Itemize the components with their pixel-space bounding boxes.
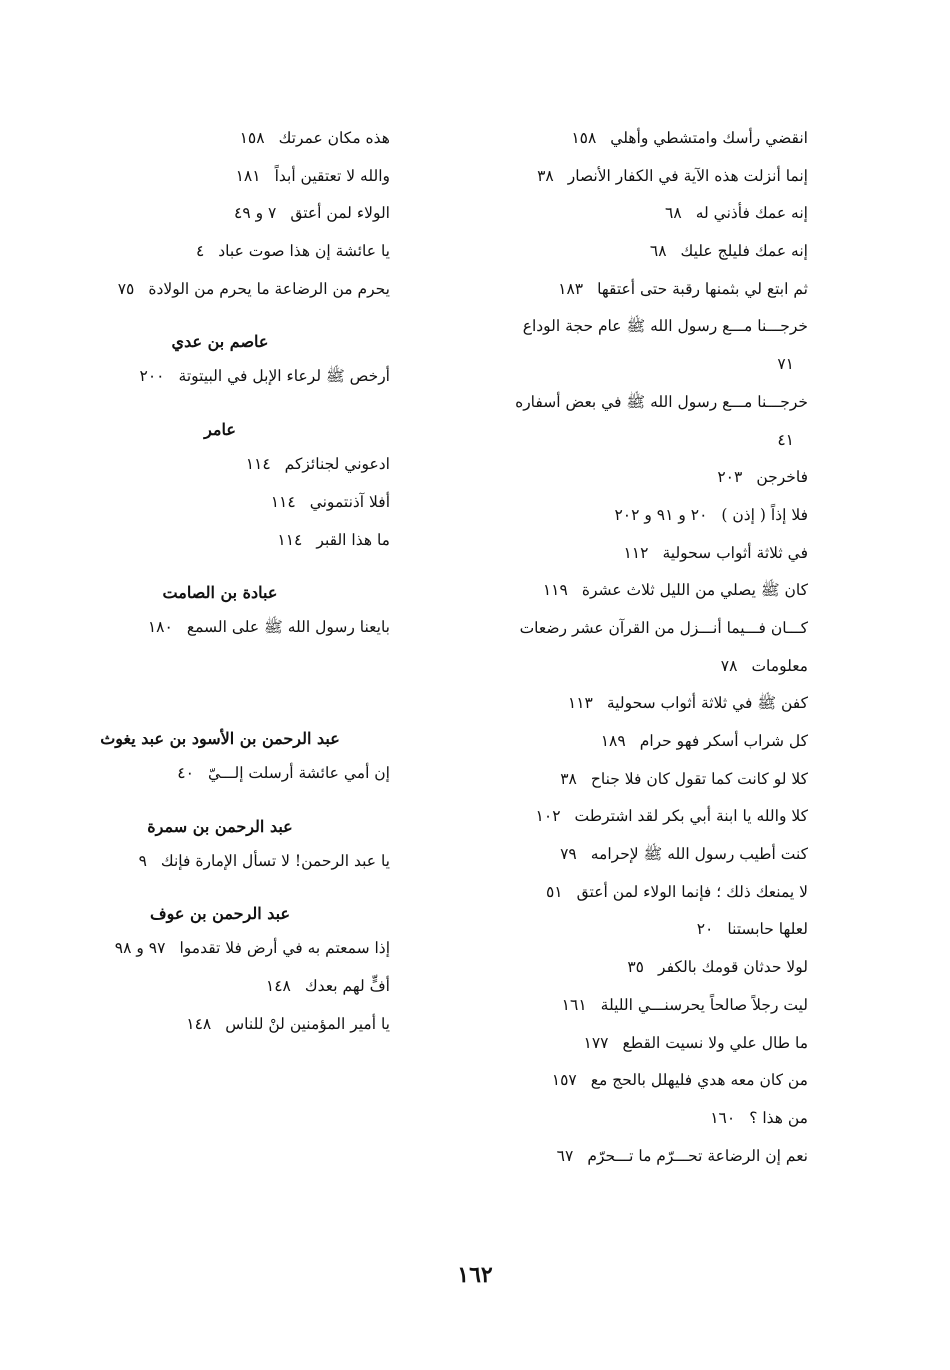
index-entry [468,354,808,392]
page-reference: ١١٤ [245,455,271,474]
index-entry [468,731,808,769]
narrator-heading: عبد الرحمن بن عوف [150,904,290,924]
page-reference: ٢٠٠ [139,367,165,386]
narrator-heading: عبادة بن الصامت [162,583,278,603]
hadith-phrase: يحرم من الرضاعة ما يحرم من الولادة [148,279,390,298]
index-entry [50,851,390,889]
page-reference: ٣٨ [537,166,554,185]
hadith-phrase: ليت رجلاً صالحاً يحرسنـــي الليلة [600,995,808,1014]
hadith-phrase: إنما أنزلت هذه الآية في الكفار الأنصار [567,166,808,185]
hadith-phrase: كفن ﷺ في ثلاثة أثواب سحولية [606,694,808,713]
page-reference: ٦٨ [649,242,667,261]
index-entry [50,241,390,279]
index-entry [50,938,390,976]
page-reference: ٥١ [545,882,563,901]
page-reference: ٧٥ [117,279,135,298]
hadith-phrase: إنه عمك فليلج عليك [680,242,808,261]
index-entry [50,976,390,1014]
hadith-phrase: معلومات [751,656,808,675]
page-reference: ١٨٩ [600,732,626,750]
index-entry [50,366,390,404]
index-entry [50,617,390,655]
index-entry [50,454,390,492]
hadith-phrase: من كان معه هدي فليهلل بالحج مع [590,1071,808,1090]
index-entry [50,279,390,317]
hadith-phrase: انقضي رأسك وامتشطي وأهلي [610,129,808,147]
index-entry [468,1070,808,1108]
index-entry [468,505,808,543]
hadith-phrase: ثم ابتع لي بثمنها رقبة حتى أعتقها [597,279,808,298]
page-reference: ٩٧ و ٩٨ [114,939,166,958]
hadith-phrase: نعم إن الرضاعة تحـــرّم ما تـــحرّم [587,1146,808,1165]
page-reference: ١٦١ [561,995,587,1014]
hadith-phrase: كل شراب أسكر فهو حرام [639,732,808,750]
index-entry [50,492,390,530]
page-reference: ١٠٢ [535,807,561,826]
index-entry [468,957,808,995]
index-entry [468,316,808,354]
page-reference: ١٤٨ [265,976,291,995]
hadith-phrase: إذا سمعتم به في أرض فلا تقدموا [179,939,390,958]
index-entry [50,203,390,241]
left-index-column [50,128,390,1051]
narrator-section [50,418,390,567]
hadith-phrase: الولاء لمن أعتق [290,204,390,223]
index-entry [468,279,808,317]
hadith-phrase: كـــان فـــيما أنـــزل من القرآن عشر رضعات [519,618,808,637]
index-entry [50,166,390,204]
page-reference: ١١٤ [277,530,303,549]
narrator-heading: عبد الرحمن بن سمرة [147,816,293,836]
index-entry [468,467,808,505]
hadith-phrase: ما هذا القبر [316,530,390,549]
index-entry [468,203,808,241]
page-reference: ١٨٠ [147,618,173,637]
index-entry [468,128,808,166]
narrator-section [50,727,390,801]
narrator-heading: عامر [204,420,236,440]
hadith-phrase: كان ﷺ يصلي من الليل ثلاث عشرة [581,581,808,600]
hadith-phrase: لا يمنعك ذلك ؛ فإنما الولاء لمن أعتق [576,882,808,901]
index-entry [468,656,808,694]
index-entry [468,693,808,731]
page-reference: ٢٠ [696,920,714,939]
narrator-heading: عبد الرحمن بن الأسود بن عبد يغوث [100,728,340,748]
hadith-phrase: بايعنا رسول الله ﷺ على السمع [186,618,390,637]
page-reference: ١١٣ [567,694,593,713]
page-reference: ٤١ [777,430,794,449]
index-entry [468,580,808,618]
page-reference: ١٨١ [235,166,261,185]
page-reference: ١٨٣ [558,279,584,298]
hadith-phrase: لولا حدثان قومك بالكفر [658,958,808,977]
index-entry [50,128,390,166]
narrator-section [50,902,390,1051]
page-reference: ٤ [195,242,205,261]
index-entry [468,919,808,957]
index-entry [468,241,808,279]
index-entry [468,430,808,468]
page-reference: ٣٨ [560,769,577,788]
index-entry [468,166,808,204]
hadith-phrase: إنه عمك فأذني له [695,204,808,223]
hadith-phrase: أرخص ﷺ لرعاء الإبل في البيتوتة [178,367,390,386]
page-reference: ٣٥ [627,958,645,977]
page-reference: ١١٢ [623,543,649,562]
hadith-phrase: في ثلاثة أثواب سحولية [662,543,808,562]
page-reference: ٤٠ [177,763,194,782]
page-reference: ٧٩ [560,845,577,864]
page-reference: ٩ [138,851,147,870]
hadith-phrase: كنت أطيب رسول الله ﷺ لإحرامه [590,845,808,864]
hadith-phrase: فاخرجن [756,468,808,487]
narrator-heading: عاصم بن عدي [171,332,269,352]
hadith-phrase: يا أمير المؤمنين لنْ للناس [225,1014,390,1033]
index-entry [468,618,808,656]
index-entry [468,1146,808,1184]
page-number: ١٦٢ [457,1262,493,1288]
page-reference: ٢٠ و ٩١ و ٢٠٢ [614,505,708,524]
hadith-phrase: ادعوني لجنائزكم [284,455,390,474]
left-top-entries [50,128,390,316]
page-reference: ٧ و ٤٩ [234,204,277,223]
narrator-section [50,330,390,404]
hadith-phrase: هذه مكان عمرتك [278,129,390,147]
index-entry [468,392,808,430]
page-reference: ١٧٧ [583,1033,609,1052]
index-entry [468,844,808,882]
hadith-phrase: أفلا آذنتموني [309,492,390,511]
index-entry [50,1014,390,1052]
index-entry [468,543,808,581]
hadith-phrase: إن أمي عائشة أرسلت إلـــيّ [207,763,390,782]
index-entry [468,1033,808,1071]
page-reference: ٦٧ [556,1146,574,1165]
narrator-section [50,815,390,889]
hadith-phrase: من هذا ؟ [749,1108,808,1127]
hadith-phrase: ما طال علي ولا نسيت القطع [622,1033,808,1052]
hadith-phrase: خرجـــنا مـــع رسول الله ﷺ في بعض أسفاره [515,392,808,411]
index-entry [50,763,390,801]
page-reference: ١٤٨ [186,1014,212,1033]
index-entry [468,1108,808,1146]
index-entry [468,995,808,1033]
hadith-phrase: خرجـــنا مـــع رسول الله ﷺ عام حجة الوداع [522,317,808,336]
page-reference: ١١٤ [270,492,296,511]
index-entry [468,882,808,920]
narrator-section [50,581,390,655]
page-reference: ١٦٠ [710,1108,736,1127]
index-entry [50,530,390,568]
page-reference: ١٥٨ [239,129,265,147]
hadith-phrase: فلا إذاً ( إذن ) [721,505,808,524]
hadith-phrase: أفٍّ لهم بعدك [304,976,390,995]
page-reference: ١٥٧ [551,1071,577,1090]
page-reference: ١٥٨ [571,129,597,147]
index-entry [468,806,808,844]
page-reference: ٧٨ [720,656,738,675]
right-index-column [468,128,808,1183]
page-reference: ١١٩ [542,581,568,600]
page-reference: ٧١ [777,355,794,374]
hadith-phrase: والله لا تعتقين أبداً [274,166,390,185]
hadith-phrase: كلا والله يا ابنة أبي بكر لقد اشترطت [574,807,808,826]
hadith-phrase: يا عائشة إن هذا صوت عباد [218,242,390,261]
hadith-phrase: لعلها حابستنا [727,920,808,939]
index-entry [468,769,808,807]
page-reference: ٦٨ [665,204,682,223]
page-reference: ٢٠٣ [717,468,743,487]
narrator-sections [50,330,390,1051]
hadith-phrase: كلا لو كانت كما تقول كان فلا جناح [590,769,808,788]
hadith-phrase: يا عبد الرحمن! لا تسأل الإمارة فإنك [160,851,390,870]
